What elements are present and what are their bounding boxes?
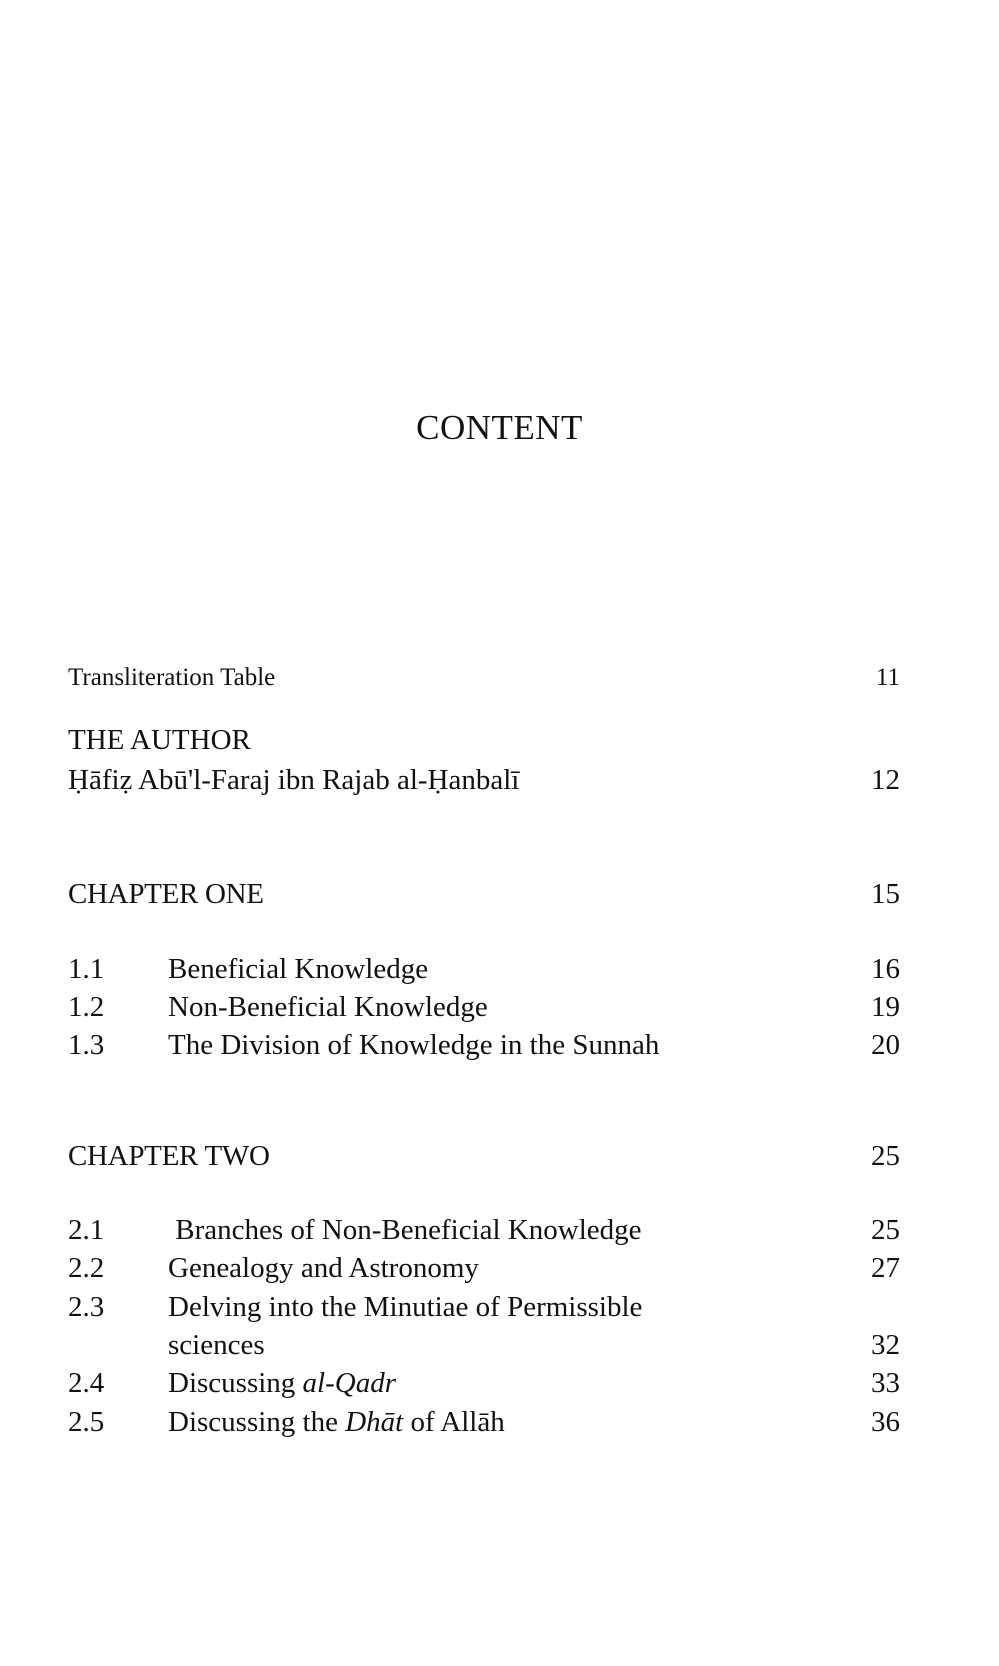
toc-page-number: 15 [871,878,900,910]
toc-entry-label-plain: Discussing the [168,1406,346,1438]
toc-page-number: 12 [871,764,900,796]
toc-entry-transliteration [68,658,900,698]
toc-section-number: 2.5 [68,1406,105,1438]
toc-entry-label [168,1402,505,1442]
toc-section-number: 1.2 [68,991,105,1023]
toc-entry-label: Delving into the Minutiae of Permissible [168,1291,643,1323]
toc-section-1-2 [68,987,900,1027]
toc-section-2-3-continued [68,1325,900,1365]
toc-entry-label: THE AUTHOR [68,724,251,756]
toc-page-number: 16 [871,953,900,985]
toc-entry-author-name [68,760,900,800]
toc-entry-label: Transliteration Table [68,664,276,691]
toc-page-number: 27 [871,1252,900,1284]
toc-entry-label: The Division of Knowledge in the Sunnah [168,1029,660,1061]
toc-entry-label: Non-Beneficial Knowledge [168,991,488,1023]
toc-entry-label: Genealogy and Astronomy [168,1252,479,1284]
toc-section-number: 2.1 [68,1214,105,1246]
toc-entry-label-italic: Dhāt [345,1406,404,1438]
toc-entry-label: Beneficial Knowledge [168,953,429,985]
toc-entry-label [168,1363,396,1403]
toc-section-number: 2.2 [68,1252,105,1284]
toc-entry-label-plain: Discussing [168,1367,303,1399]
toc-page-number: 20 [871,1029,900,1061]
toc-entry-label: sciences [168,1329,265,1361]
toc-section-2-3 [68,1287,900,1327]
toc-section-1-3 [68,1025,900,1065]
toc-page-number: 25 [871,1140,900,1172]
toc-page-number: 11 [875,664,900,691]
toc-section-number: 2.4 [68,1367,105,1399]
toc-chapter-one [68,874,900,914]
toc-section-2-5 [68,1402,900,1442]
toc-section-2-2 [68,1248,900,1288]
toc-section-number: 1.3 [68,1029,105,1061]
toc-section-number: 2.3 [68,1291,105,1323]
toc-entry-label: Branches of Non-Beneficial Knowledge [168,1214,642,1246]
toc-section-1-1 [68,949,900,989]
toc-page-number: 32 [871,1329,900,1361]
toc-heading-author [68,720,900,760]
toc-section-2-1 [68,1210,900,1250]
toc-chapter-label: CHAPTER ONE [68,878,264,910]
toc-section-2-4 [68,1363,900,1403]
toc-entry-label-italic: al-Qadr [302,1367,396,1399]
toc-page-number: 25 [871,1214,900,1246]
page-title: CONTENT [416,408,583,447]
toc-page-number: 36 [871,1406,900,1438]
toc-entry-label-plain-end: of Allāh [403,1406,505,1438]
toc-section-number: 1.1 [68,953,105,985]
toc-chapter-label: CHAPTER TWO [68,1140,270,1172]
toc-entry-label: Ḥāfiẓ Abū'l-Faraj ibn Rajab al-Ḥanbalī [68,764,520,796]
toc-page-number: 19 [871,991,900,1023]
toc-chapter-two [68,1136,900,1176]
toc-page-number: 33 [871,1367,900,1399]
